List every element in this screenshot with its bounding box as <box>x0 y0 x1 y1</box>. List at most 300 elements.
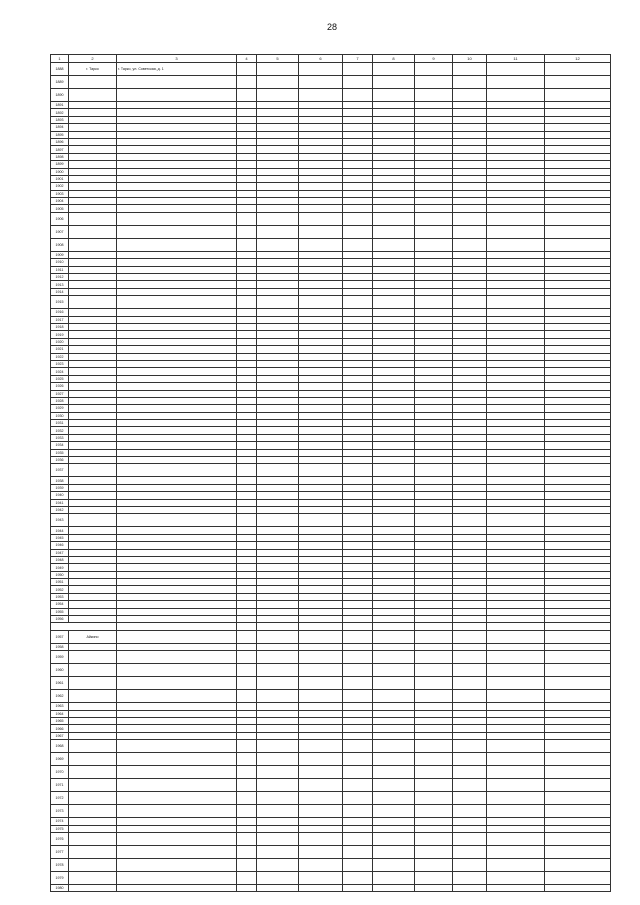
table-row <box>51 212 611 225</box>
table-cell <box>373 884 415 891</box>
table-cell <box>343 412 373 419</box>
table-cell <box>69 499 117 506</box>
table-cell <box>237 109 257 116</box>
table-cell <box>453 549 487 556</box>
table-cell <box>237 316 257 323</box>
table-row <box>51 296 611 309</box>
table-cell <box>117 153 237 160</box>
table-cell <box>257 527 299 534</box>
table-cell <box>453 153 487 160</box>
table-cell <box>257 109 299 116</box>
table-cell <box>237 643 257 650</box>
table-cell: 1894 <box>51 124 69 131</box>
table-cell <box>343 753 373 766</box>
column-number: 6 <box>299 55 343 63</box>
table-cell <box>299 397 343 404</box>
table-cell <box>545 858 611 871</box>
table-cell <box>415 651 453 664</box>
table-cell <box>453 338 487 345</box>
table-cell: 1892 <box>51 109 69 116</box>
table-cell <box>237 274 257 281</box>
table-cell <box>69 506 117 513</box>
table-cell <box>299 281 343 288</box>
table-cell <box>257 375 299 382</box>
table-cell <box>257 710 299 717</box>
table-cell <box>545 102 611 109</box>
table-cell <box>257 190 299 197</box>
table-cell <box>373 766 415 779</box>
table-cell <box>415 353 453 360</box>
table-row <box>51 434 611 441</box>
table-cell <box>343 76 373 89</box>
table-cell <box>343 564 373 571</box>
table-row <box>51 153 611 160</box>
table-cell <box>343 281 373 288</box>
table-cell <box>453 161 487 168</box>
table-row <box>51 779 611 792</box>
table-cell: 1932 <box>51 427 69 434</box>
table-cell <box>237 616 257 623</box>
table-cell: 1956 <box>51 616 69 623</box>
table-cell <box>343 375 373 382</box>
table-cell <box>299 651 343 664</box>
table-cell <box>257 832 299 845</box>
table-cell <box>545 89 611 102</box>
table-cell <box>237 832 257 845</box>
table-cell <box>69 131 117 138</box>
table-cell <box>545 109 611 116</box>
table-row <box>51 420 611 427</box>
table-cell <box>453 792 487 805</box>
table-cell <box>453 76 487 89</box>
table-row <box>51 586 611 593</box>
table-cell <box>237 664 257 677</box>
table-cell <box>487 442 545 449</box>
table-cell <box>453 499 487 506</box>
table-cell <box>117 832 237 845</box>
table-cell <box>117 549 237 556</box>
table-cell <box>299 375 343 382</box>
table-cell <box>117 190 237 197</box>
table-cell <box>299 542 343 549</box>
table-cell <box>453 212 487 225</box>
table-cell <box>117 175 237 182</box>
table-cell <box>545 168 611 175</box>
table-row <box>51 608 611 615</box>
table-cell <box>453 556 487 563</box>
table-cell <box>343 131 373 138</box>
table-cell <box>487 288 545 295</box>
table-row <box>51 506 611 513</box>
table-cell <box>343 353 373 360</box>
table-cell <box>415 477 453 484</box>
table-cell <box>545 492 611 499</box>
table-cell: 1908 <box>51 238 69 251</box>
table-cell: 1938 <box>51 477 69 484</box>
subtotal-cell <box>487 623 545 630</box>
table-row <box>51 183 611 190</box>
table-cell <box>373 405 415 412</box>
table-cell <box>237 586 257 593</box>
table-cell <box>453 375 487 382</box>
table-cell <box>237 288 257 295</box>
table-row <box>51 353 611 360</box>
table-cell <box>453 259 487 266</box>
table-cell <box>373 205 415 212</box>
table-cell <box>545 651 611 664</box>
table-cell: 1970 <box>51 766 69 779</box>
table-cell <box>257 492 299 499</box>
table-cell <box>257 76 299 89</box>
table-cell <box>373 183 415 190</box>
table-cell <box>299 89 343 102</box>
table-cell <box>373 146 415 153</box>
table-cell <box>373 225 415 238</box>
table-cell <box>237 449 257 456</box>
table-cell <box>415 664 453 677</box>
table-cell <box>299 346 343 353</box>
table-cell <box>343 251 373 258</box>
table-cell <box>545 346 611 353</box>
table-row <box>51 601 611 608</box>
table-cell <box>69 601 117 608</box>
table-cell: 1972 <box>51 792 69 805</box>
table-cell <box>373 779 415 792</box>
table-cell <box>69 175 117 182</box>
table-row <box>51 616 611 623</box>
table-cell: 1920 <box>51 338 69 345</box>
table-cell <box>69 832 117 845</box>
table-cell <box>257 442 299 449</box>
table-row <box>51 175 611 182</box>
table-cell <box>69 527 117 534</box>
table-cell <box>453 725 487 732</box>
table-cell <box>343 323 373 330</box>
table-cell <box>69 109 117 116</box>
table-cell <box>69 845 117 858</box>
table-cell <box>117 124 237 131</box>
table-cell <box>373 690 415 703</box>
table-cell <box>237 527 257 534</box>
table-cell <box>257 556 299 563</box>
table-cell <box>545 664 611 677</box>
table-cell <box>69 690 117 703</box>
table-cell <box>453 527 487 534</box>
table-cell <box>343 514 373 527</box>
table-cell <box>415 871 453 884</box>
table-cell <box>415 427 453 434</box>
table-cell <box>257 124 299 131</box>
table-cell <box>487 527 545 534</box>
table-cell <box>415 281 453 288</box>
table-cell <box>487 643 545 650</box>
table-cell <box>237 593 257 600</box>
table-cell <box>237 542 257 549</box>
table-cell <box>545 183 611 190</box>
table-cell <box>453 506 487 513</box>
table-cell <box>373 338 415 345</box>
table-cell: 1967 <box>51 732 69 739</box>
table-cell <box>117 643 237 650</box>
table-cell <box>117 556 237 563</box>
table-cell <box>373 792 415 805</box>
table-cell <box>299 571 343 578</box>
table-cell <box>373 845 415 858</box>
table-cell <box>299 161 343 168</box>
table-cell <box>545 832 611 845</box>
table-cell <box>545 703 611 710</box>
table-cell: 1961 <box>51 677 69 690</box>
table-cell: 1946 <box>51 542 69 549</box>
table-cell <box>257 89 299 102</box>
table-cell: 1926 <box>51 383 69 390</box>
table-cell <box>237 153 257 160</box>
table-cell <box>299 499 343 506</box>
table-cell: 1924 <box>51 368 69 375</box>
table-cell <box>237 677 257 690</box>
table-cell <box>373 492 415 499</box>
table-cell: 1966 <box>51 725 69 732</box>
table-cell <box>69 792 117 805</box>
table-cell <box>117 225 237 238</box>
table-cell <box>117 274 237 281</box>
table-cell <box>453 296 487 309</box>
table-cell <box>237 805 257 818</box>
table-cell <box>257 703 299 710</box>
table-cell <box>415 643 453 650</box>
table-cell <box>257 601 299 608</box>
table-cell <box>343 690 373 703</box>
table-row <box>51 131 611 138</box>
table-cell <box>69 238 117 251</box>
table-cell: 1895 <box>51 131 69 138</box>
table-cell <box>299 779 343 792</box>
table-row <box>51 651 611 664</box>
table-cell <box>415 710 453 717</box>
table-cell <box>545 412 611 419</box>
table-cell <box>343 420 373 427</box>
table-cell <box>343 779 373 792</box>
table-cell <box>117 792 237 805</box>
table-cell <box>237 740 257 753</box>
table-cell <box>257 725 299 732</box>
table-cell <box>237 718 257 725</box>
table-cell <box>373 871 415 884</box>
table-cell <box>257 205 299 212</box>
table-row <box>51 484 611 491</box>
table-cell <box>237 571 257 578</box>
table-cell <box>257 138 299 145</box>
table-cell <box>237 338 257 345</box>
table-cell <box>487 183 545 190</box>
table-cell <box>487 571 545 578</box>
table-cell <box>373 420 415 427</box>
table-cell <box>257 212 299 225</box>
table-cell <box>299 116 343 123</box>
table-cell <box>373 346 415 353</box>
table-cell <box>373 710 415 717</box>
table-cell <box>257 564 299 571</box>
table-cell <box>257 718 299 725</box>
table-cell <box>117 420 237 427</box>
table-cell <box>415 766 453 779</box>
table-cell <box>299 718 343 725</box>
table-cell <box>545 296 611 309</box>
table-cell <box>453 274 487 281</box>
table-row <box>51 477 611 484</box>
table-cell <box>545 434 611 441</box>
table-cell <box>343 884 373 891</box>
column-number: 10 <box>453 55 487 63</box>
table-cell <box>117 146 237 153</box>
table-cell <box>299 153 343 160</box>
table-cell <box>415 225 453 238</box>
table-cell <box>237 534 257 541</box>
table-cell <box>373 703 415 710</box>
table-cell <box>343 556 373 563</box>
table-row <box>51 390 611 397</box>
table-cell <box>453 266 487 273</box>
table-cell <box>117 664 237 677</box>
table-row <box>51 109 611 116</box>
table-cell <box>237 175 257 182</box>
table-cell <box>487 740 545 753</box>
table-cell: 1905 <box>51 205 69 212</box>
table-cell <box>343 183 373 190</box>
table-cell <box>69 825 117 832</box>
table-cell <box>343 593 373 600</box>
table-cell <box>415 464 453 477</box>
table-cell <box>487 427 545 434</box>
table-cell <box>545 499 611 506</box>
table-cell <box>487 331 545 338</box>
table-cell <box>545 779 611 792</box>
table-cell <box>117 89 237 102</box>
table-cell <box>453 779 487 792</box>
table-cell <box>545 390 611 397</box>
table-cell <box>453 651 487 664</box>
table-cell <box>415 360 453 367</box>
table-cell <box>373 116 415 123</box>
table-cell: 1911 <box>51 266 69 273</box>
table-cell <box>257 420 299 427</box>
table-cell <box>453 464 487 477</box>
table-cell: 1976 <box>51 832 69 845</box>
subtotal-cell <box>373 623 415 630</box>
table-cell <box>453 360 487 367</box>
table-cell <box>69 549 117 556</box>
table-cell <box>373 616 415 623</box>
table-cell <box>545 323 611 330</box>
table-cell <box>545 259 611 266</box>
table-cell <box>415 601 453 608</box>
table-cell <box>373 542 415 549</box>
table-cell <box>69 346 117 353</box>
table-cell <box>69 534 117 541</box>
table-cell <box>117 818 237 825</box>
table-cell <box>487 281 545 288</box>
table-cell <box>545 405 611 412</box>
table-cell <box>69 338 117 345</box>
table-cell <box>117 564 237 571</box>
table-cell <box>257 457 299 464</box>
table-cell <box>69 190 117 197</box>
table-row <box>51 198 611 205</box>
table-cell <box>545 274 611 281</box>
table-cell <box>299 753 343 766</box>
table-cell <box>453 571 487 578</box>
table-cell <box>257 288 299 295</box>
table-cell <box>343 732 373 739</box>
table-cell <box>237 710 257 717</box>
table-cell <box>415 183 453 190</box>
table-cell <box>299 449 343 456</box>
table-cell <box>237 732 257 739</box>
table-cell: Айкино <box>69 630 117 643</box>
table-cell <box>343 109 373 116</box>
table-cell <box>257 251 299 258</box>
table-row <box>51 703 611 710</box>
table-cell <box>343 266 373 273</box>
table-cell <box>545 420 611 427</box>
table-cell <box>545 871 611 884</box>
table-cell <box>299 845 343 858</box>
table-cell <box>373 138 415 145</box>
table-cell <box>415 442 453 449</box>
table-cell <box>343 63 373 76</box>
table-cell <box>545 677 611 690</box>
table-cell <box>299 251 343 258</box>
table-row <box>51 238 611 251</box>
table-cell <box>487 138 545 145</box>
table-cell <box>373 76 415 89</box>
table-cell <box>453 703 487 710</box>
table-cell <box>69 718 117 725</box>
table-cell <box>453 124 487 131</box>
table-cell <box>69 89 117 102</box>
table-cell <box>237 368 257 375</box>
table-cell <box>487 805 545 818</box>
table-cell <box>237 405 257 412</box>
table-cell <box>373 63 415 76</box>
table-cell <box>415 198 453 205</box>
table-cell <box>257 323 299 330</box>
table-cell <box>373 281 415 288</box>
table-cell <box>117 168 237 175</box>
table-cell <box>299 484 343 491</box>
table-cell <box>373 309 415 316</box>
table-cell <box>453 368 487 375</box>
table-cell <box>487 732 545 739</box>
table-row <box>51 710 611 717</box>
table-cell <box>415 527 453 534</box>
table-row <box>51 102 611 109</box>
table-cell <box>299 296 343 309</box>
table-cell <box>237 161 257 168</box>
table-cell <box>117 534 237 541</box>
table-cell <box>415 779 453 792</box>
table-cell <box>237 190 257 197</box>
table-cell <box>343 331 373 338</box>
table-cell: 1930 <box>51 412 69 419</box>
table-cell: 1955 <box>51 608 69 615</box>
table-cell <box>487 274 545 281</box>
table-cell <box>237 477 257 484</box>
table-cell <box>343 383 373 390</box>
column-number: 11 <box>487 55 545 63</box>
table-cell <box>299 76 343 89</box>
table-cell <box>299 102 343 109</box>
